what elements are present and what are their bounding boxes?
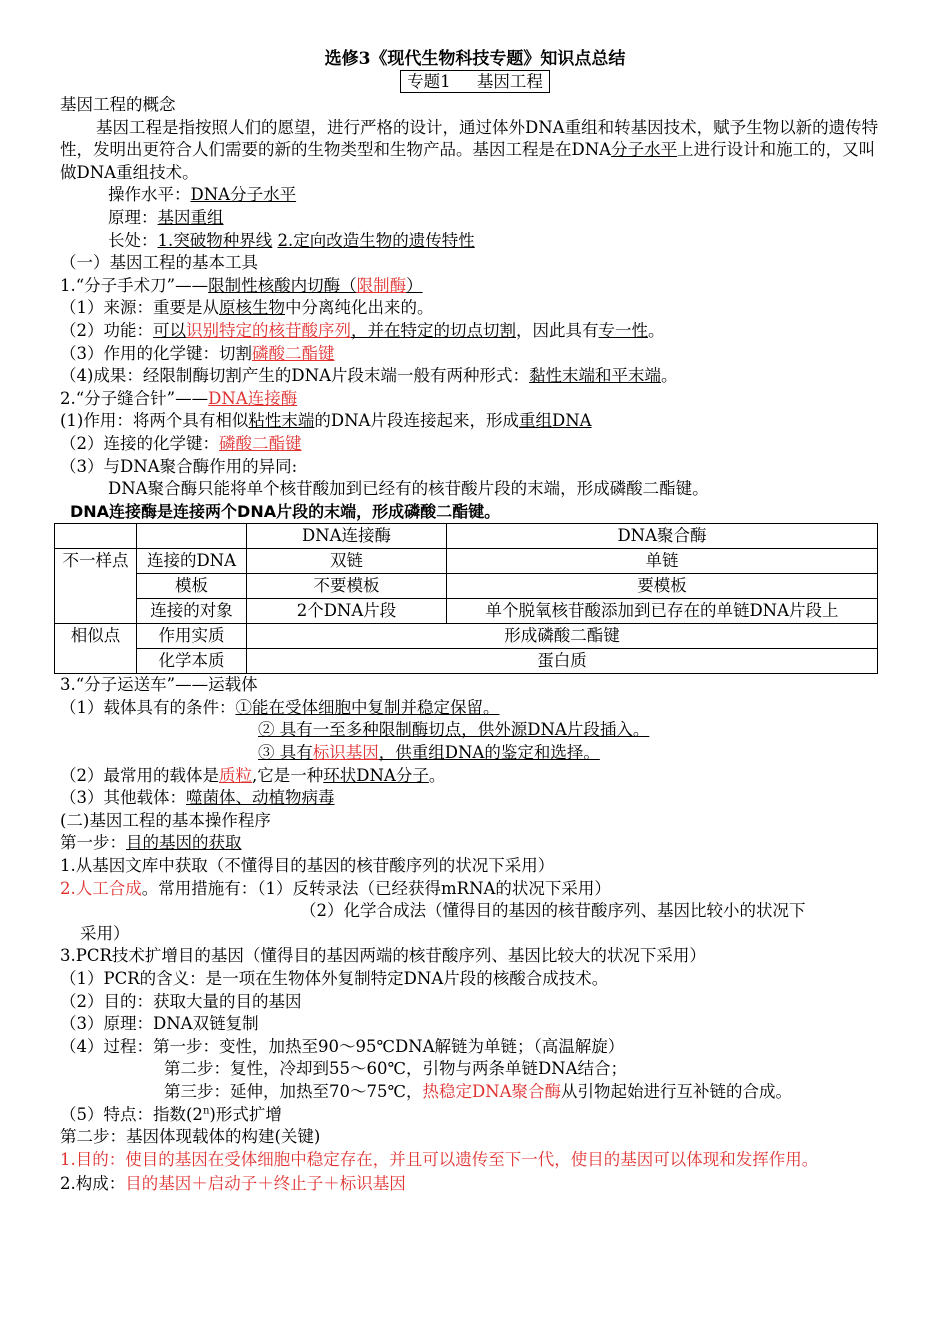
table-cell: 单链 — [447, 549, 878, 574]
method-1: 1.从基因文库中获取（不懂得目的基因的核苷酸序列的状况下采用） — [60, 856, 555, 876]
table-cell: 双链 — [247, 549, 447, 574]
table-row — [55, 524, 878, 549]
table-row — [55, 624, 878, 649]
method-3: 3.PCR技术扩增目的基因（懂得目的基因两端的核苷酸序列、基因比较大的状况下采用） — [60, 946, 706, 966]
pcr-3: （3）原理：DNA双链复制 — [60, 1014, 259, 1034]
ligase-action: (1)作用：将两个具有相似粘性末端的DNA片段连接起来，形成重组DNA — [60, 411, 592, 431]
pcr-4b: 第二步：复性，冷却到55～60℃，引物与两条单链DNA结合； — [164, 1059, 628, 1079]
vector-cond-3: ③ 具有标识基因，供重组DNA的鉴定和选择。 — [258, 743, 600, 763]
scissors-result: （4)成果：经限制酶切割产生的DNA片段末端一般有两种形式：黏性末端和平末端。 — [60, 366, 678, 386]
scissors-source: （1）来源：重要是从原核生物中分离纯化出来的。 — [60, 298, 434, 318]
ligase-bond: （2）连接的化学键：磷酸二酯键 — [60, 433, 302, 453]
method-2-c: 采用） — [80, 923, 130, 943]
ligase-title: 2.“分子缝合针”——DNA连接酶 — [60, 388, 298, 408]
vector-cond-2: ② 具有一至多种限制酶切点，供外源DNA片段插入。 — [258, 720, 650, 740]
table-row — [55, 574, 878, 599]
ligase-polymerase-note: DNA聚合酶只能将单个核苷酸加到已经有的核苷酸片段的末端，形成磷酸二酯键。 — [108, 479, 709, 499]
vector-common: （2）最常用的载体是质粒,它是一种环状DNA分子。 — [60, 765, 446, 785]
concept-level: 操作水平：DNA分子水平 — [108, 185, 297, 205]
scissors-function: （2）功能：可以识别特定的核苷酸序列，并在特定的切点切割，因此具有专一性。 — [60, 320, 665, 340]
document-page — [60, 48, 890, 1196]
pcr-1: （1）PCR的含义：是一项在生物体外复制特定DNA片段的核酸合成技术。 — [60, 969, 609, 988]
table-cell: 形成磷酸二酯键 — [247, 624, 878, 649]
procedure-heading: (二)基因工程的基本操作程序 — [60, 810, 271, 830]
table-cell: 要模板 — [447, 574, 878, 599]
scissors-bond: （3）作用的化学键：切割磷酸二酯键 — [60, 343, 335, 363]
vector-other: （3）其他载体：噬菌体、动植物病毒 — [60, 788, 335, 808]
vector-title: 3.“分子运送车”——运载体 — [60, 675, 258, 695]
construct-goal: 1.目的：使目的基因在受体细胞中稳定存在，并且可以遗传至下一代，使目的基因可以体现和发挥作用。 — [60, 1149, 819, 1169]
step2-heading: 第二步：基因体现载体的构建(关键) — [60, 1127, 321, 1147]
pcr-4c: 第三步：延伸，加热至70～75℃，热稳定DNA聚合酶从引物起始进行互补链的合成。 — [164, 1081, 793, 1101]
document-title: 选修3《现代生物科技专题》知识点总结 — [324, 49, 626, 69]
table-cell: 连接的对象 — [137, 599, 247, 624]
table-header: DNA聚合酶 — [447, 524, 878, 549]
table-cell: 单个脱氧核苷酸添加到已存在的单链DNA片段上 — [447, 599, 878, 624]
table-cell: 模板 — [137, 574, 247, 599]
table-cell: 作用实质 — [137, 624, 247, 649]
ligase-diff: （3）与DNA聚合酶作用的异同: — [60, 456, 298, 476]
topic-header — [60, 70, 890, 94]
vector-cond-1: （1）载体具有的条件：①能在受体细胞中复制并稳定保留。 — [60, 697, 500, 717]
table-group: 相似点 — [55, 624, 137, 674]
method-2-b: （2）化学合成法（懂得目的基因的核苷酸序列、基因比较小的状况下 — [300, 901, 806, 921]
table-row — [55, 599, 878, 624]
table-row — [55, 549, 878, 574]
concept-heading: 基因工程的概念 — [60, 95, 176, 114]
table-cell: 2个DNA片段 — [247, 599, 447, 624]
scissors-title: 1.“分子手术刀”——限制性核酸内切酶（限制酶） — [60, 275, 423, 295]
topic-box: 专题1 基因工程 — [400, 70, 550, 93]
table-cell — [55, 524, 137, 549]
table-group: 不一样点 — [55, 549, 137, 624]
table-cell: 蛋白质 — [247, 649, 878, 674]
tools-heading: （一）基因工程的基本工具 — [60, 253, 258, 273]
concept-principle: 原理：基因重组 — [108, 207, 224, 227]
step1-heading: 第一步：目的基因的获取 — [60, 833, 242, 853]
pcr-2: （2）目的：获取大量的目的基因 — [60, 991, 302, 1011]
concept-advantages: 长处：1.突破物种界线 2.定向改造生物的遗传特性 — [108, 230, 475, 250]
table-row — [55, 649, 878, 674]
method-2: 2.人工合成。常用措施有：（1）反转录法（已经获得mRNA的状况下采用） — [60, 878, 611, 898]
table-cell: 连接的DNA — [137, 549, 247, 574]
comparison-table — [54, 523, 878, 674]
table-cell — [137, 524, 247, 549]
pcr-4a: （4）过程：第一步：变性，加热至90～95℃DNA解链为单链；（高温解旋） — [60, 1036, 625, 1056]
construct-composition: 2.构成：目的基因＋启动子＋终止子＋标识基因 — [60, 1174, 406, 1194]
ligase-ligase-note: DNA连接酶是连接两个DNA片段的末端，形成磷酸二酯键。 — [70, 501, 501, 521]
pcr-5: （5）特点：指数(2$^n$)形式扩增 — [60, 1104, 282, 1124]
table-header: DNA连接酶 — [247, 524, 447, 549]
concept-paragraph: 基因工程是指按照人们的愿望，进行严格的设计，通过体外DNA重组和转基因技术，赋予生物以新的遗传特性，发明出更符合人们需要的新的生物类型和生物产品。基因工程是在DNA分子水平上进行设计和施工的，又叫做DNA重组技术。 — [60, 117, 879, 182]
table-cell: 化学本质 — [137, 649, 247, 674]
table-cell: 不要模板 — [247, 574, 447, 599]
